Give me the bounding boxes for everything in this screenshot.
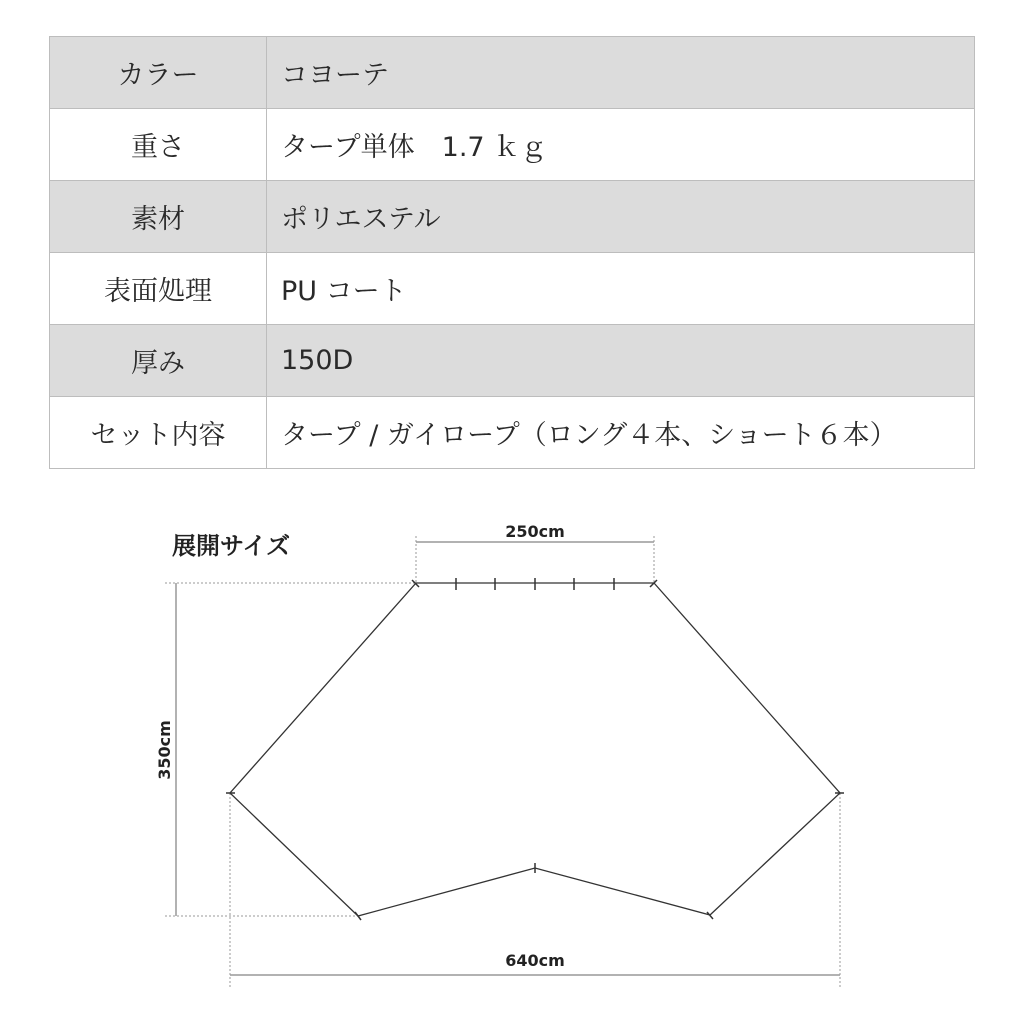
spec-key: 表面処理 [50, 253, 267, 325]
spec-row-material [50, 181, 975, 253]
spec-row-contents [50, 397, 975, 469]
spec-table [49, 36, 975, 469]
corner-points [226, 580, 844, 920]
top-dimension-label: 250cm [505, 522, 565, 541]
spec-row-coating [50, 253, 975, 325]
spec-key: 重さ [50, 109, 267, 181]
spec-key: 厚み [50, 325, 267, 397]
spec-value: コヨーテ [267, 37, 975, 109]
spec-row-weight [50, 109, 975, 181]
spec-key: カラー [50, 37, 267, 109]
spec-key: 素材 [50, 181, 267, 253]
tarp-size-diagram [0, 500, 1024, 1024]
width-dimension-label: 640cm [505, 951, 565, 970]
spec-key: セット内容 [50, 397, 267, 469]
spec-value: タープ単体 1.7 ｋｇ [267, 109, 975, 181]
spec-row-thickness [50, 325, 975, 397]
spec-value: ポリエステル [267, 181, 975, 253]
top-dimension [416, 522, 654, 583]
spec-value: 150D [267, 325, 975, 397]
loop-marks [456, 578, 614, 590]
spec-value: PU コート [267, 253, 975, 325]
height-dimension [155, 583, 416, 916]
diagram-title: 展開サイズ [172, 532, 291, 560]
height-dimension-label: 350cm [155, 720, 174, 780]
spec-row-color [50, 37, 975, 109]
spec-value: タープ / ガイロープ（ロング４本、ショート６本） [267, 397, 975, 469]
width-dimension [230, 793, 840, 988]
